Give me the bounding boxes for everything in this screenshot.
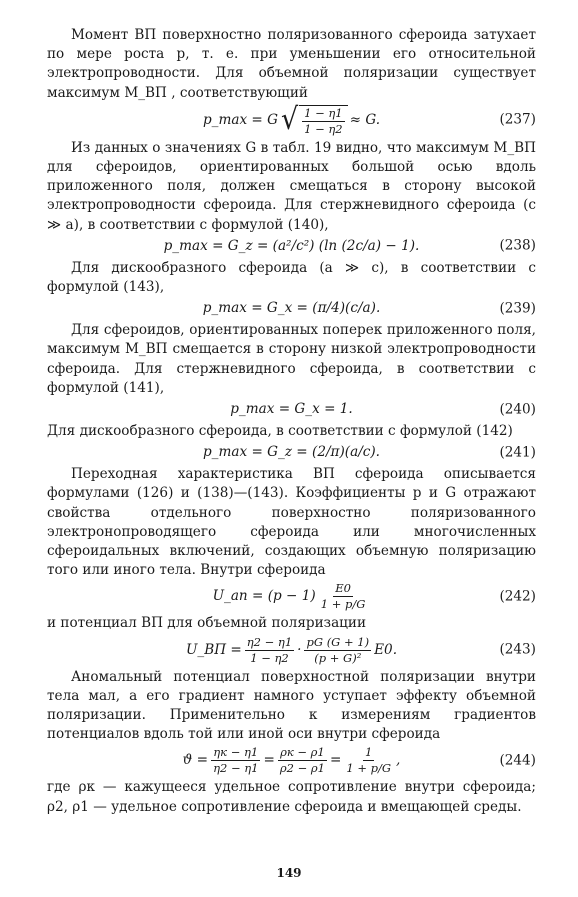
eq242-lhs: U_ап = (p − 1) [212,588,316,605]
eq237-fraction [302,107,344,136]
equation-number-237: (237) [499,111,536,128]
eq237-lhs: p_max = G [202,111,279,128]
paragraph-8: Аномальный потенциал поверхностной поляризации внутри тела мал, а его градиент намного уступает эффекту объемной поляризации. Применительно к измерениям градиентов потенциалов вдоль той или иной оси внутри сфероида [47,668,536,743]
paragraph-1: Момент ВП поверхностно поляризованного сфероида затухает по мере роста p, т. е. при уменьшении его относительной электропроводности. Для объемной поляризации существует максимум M_ВП , соответствующий [47,27,536,101]
equation-243 [47,636,536,665]
equation-244 [47,746,536,775]
eq242-numerator: E0 [335,581,351,596]
eq244-numerator-3: 1 [365,745,373,760]
eq243-numerator-1: η2 − η1 [246,634,293,649]
eq239-body: p_max = G_x = (π/4)(c/a). [202,300,381,317]
eq244-fraction-2 [278,746,327,775]
equation-number-243: (243) [499,641,536,658]
eq244-fraction-1 [211,746,260,775]
equation-239 [47,299,536,318]
eq244-equals-1: = [263,752,275,769]
eq240-body: p_max = G_x = 1. [230,401,353,418]
equation-238 [47,237,536,256]
paragraph-3: Для дискообразного сфероида (a ≫ c), в соответствии с формулой (143), [47,259,536,296]
paragraph-7: и потенциал ВП для объемной поляризации [47,615,367,632]
eq243-numerator-2: pG (G + 1) [306,634,370,649]
eq238-body: p_max = G_z = (a²/c²) (ln (2c/a) − 1). [163,237,420,254]
paragraph-5: Для дискообразного сфероида, в соответствии с формулой (142) [47,423,513,440]
eq244-denominator-3: 1 + p/G [346,761,392,776]
equation-242 [47,582,536,611]
eq243-fraction-1 [245,636,294,665]
eq243-denominator-1: 1 − η2 [250,650,289,665]
paragraph-2: Из данных о значениях G в табл. 19 видно, что максимум M_ВП для сфероидов, ориентированных большой осью вдоль приложенного поля, должен смещаться в сторону высокой электропроводности сфероида. Для стержневидного сфероида (c ≫ a), в соответствии с формулой (140), [47,139,536,233]
eq243-denominator-2: (p + G)² [314,650,362,665]
eq237-rhs: ≈ G. [349,111,381,128]
paragraph-4: Для сфероидов, ориентированных поперек приложенного поля, максимум M_ВП смещается в сторону низкой электропроводности сфероида. Для стержневидного сфероида, в соответствии с формулой (141), [47,322,536,396]
equation-number-242: (242) [499,588,536,605]
equation-237 [47,102,536,138]
equation-number-239: (239) [499,300,536,317]
eq244-denominator-1: η2 − η1 [213,761,259,776]
equation-241 [47,443,536,462]
eq244-denominator-2: ρ2 − ρ1 [279,761,325,776]
eq244-lhs: ϑ = [182,752,209,769]
paragraph-6: Переходная характеристика ВП сфероида описывается формулами (126) и (138)—(143). Коэффициенты p и G отражают свойства отдельного поверхностно поляризованного электронопроводящего сфероида или многочисленных сфероидальных включений, создающих объемную поляризацию того или иного тела. Внутри сфероида [47,466,536,579]
eq243-dot: · [297,641,302,658]
eq244-numerator-2: ρк − ρ1 [280,745,325,760]
eq242-fraction [319,582,368,611]
eq244-numerator-1: ηк − η1 [213,745,259,760]
page-number: 149 [276,866,302,880]
eq244-fraction-3 [344,746,393,775]
radical-sign-icon: √ [280,102,299,138]
equation-240 [47,400,536,419]
equation-number-244: (244) [499,752,536,769]
paragraph-9: где ρк — кажущееся удельное сопротивление внутри сфероида; ρ2, ρ1 — удельное сопротивление сфероида и вмещающей среды. [47,779,536,815]
eq242-denominator: 1 + p/G [320,597,366,612]
equation-number-240: (240) [499,401,536,418]
eq243-fraction-2 [304,636,371,665]
eq237-sqrt-body [299,105,347,136]
eq243-lhs: U_ВП = [185,641,242,658]
eq244-rhs: , [396,752,401,769]
eq243-rhs: E0. [374,641,398,658]
eq237-sqrt [280,102,348,138]
equation-number-238: (238) [499,237,536,254]
eq237-denominator: 1 − η2 [304,121,343,136]
eq241-body: p_max = G_z = (2/π)(a/c). [202,444,381,461]
eq237-numerator: 1 − η1 [304,105,343,120]
eq244-equals-2: = [329,752,342,769]
equation-number-241: (241) [499,444,536,461]
